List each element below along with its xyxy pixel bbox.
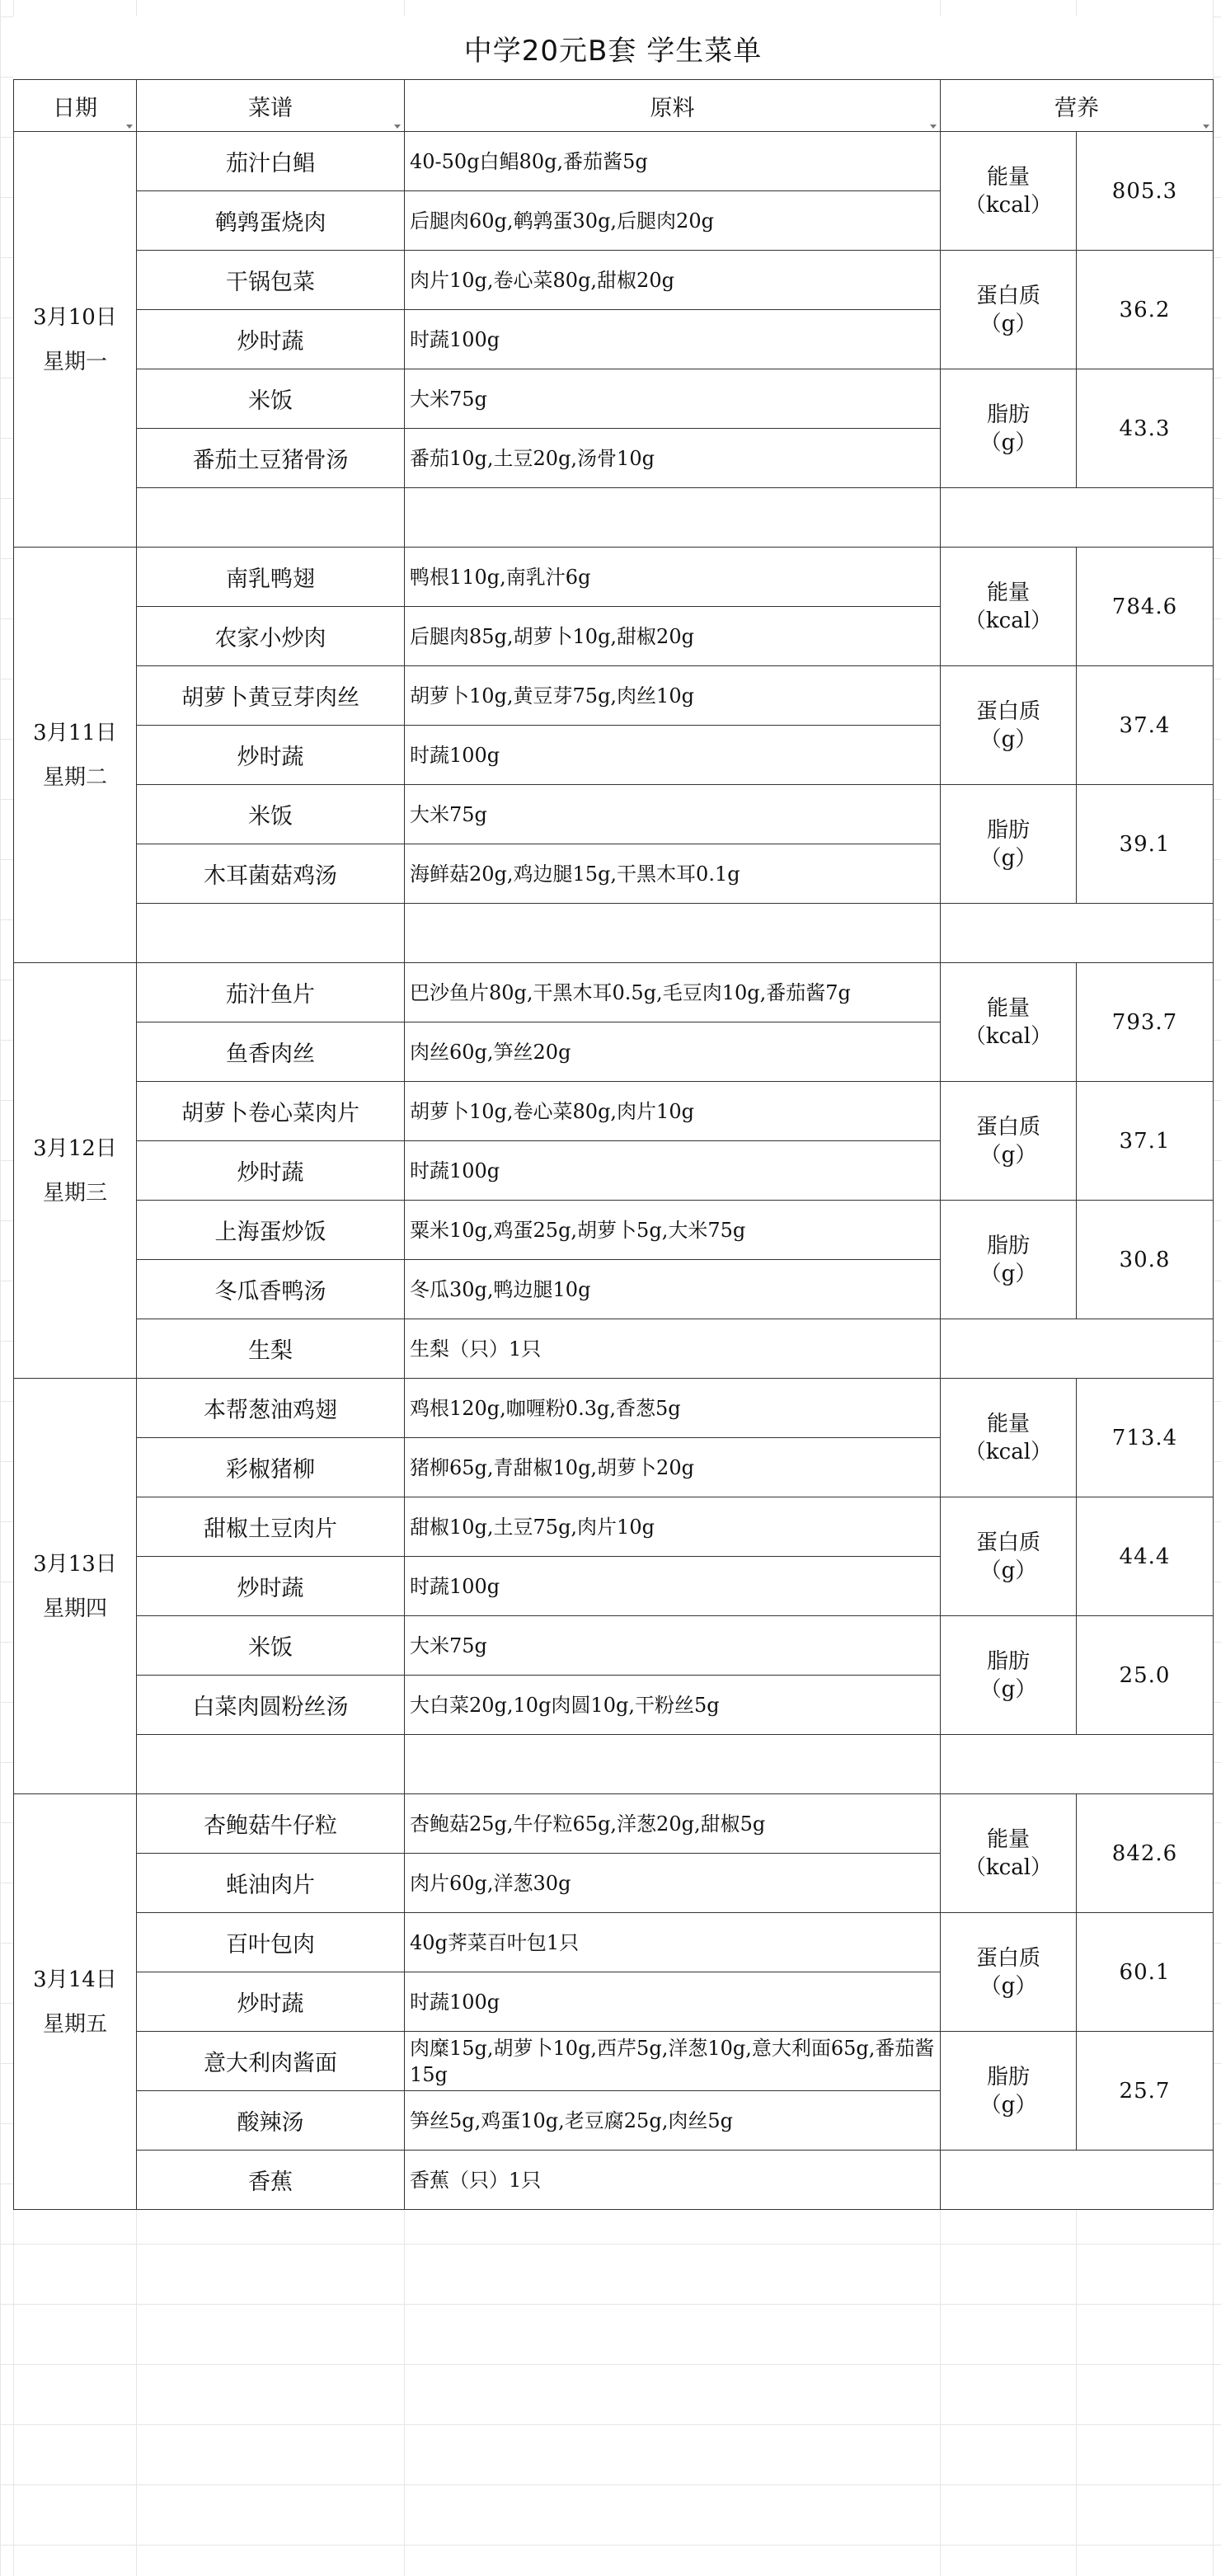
menu-row: [14, 488, 1214, 548]
header-dish[interactable]: [137, 80, 405, 132]
weekday-label: 星期五: [42, 2011, 107, 2037]
nutrition-label-fat[interactable]: [941, 369, 1077, 488]
ingredients-cell[interactable]: 冬瓜30g,鸭边腿10g: [405, 1260, 941, 1319]
dish-cell[interactable]: 胡萝卜卷心菜肉片: [137, 1082, 405, 1141]
ingredients-cell[interactable]: 鸭根110g,南乳汁6g: [405, 548, 941, 607]
dish-cell[interactable]: 本帮葱油鸡翅: [137, 1379, 405, 1438]
filter-dropdown-icon[interactable]: [126, 125, 133, 129]
dish-cell[interactable]: 炒时蔬: [137, 726, 405, 785]
header-nutrition-label: 营养: [1054, 95, 1099, 121]
ingredients-cell[interactable]: 后腿肉60g,鹌鹑蛋30g,后腿肉20g: [405, 191, 941, 251]
weekday-label: 星期四: [42, 1596, 107, 1621]
nutrition-value-energy[interactable]: 805.3: [1077, 132, 1214, 251]
weekday-label: 星期二: [42, 764, 107, 790]
nutrition-empty-cell[interactable]: [941, 1319, 1214, 1379]
nutrition-value-energy[interactable]: 793.7: [1077, 963, 1214, 1082]
menu-row: [14, 1735, 1214, 1794]
ingredients-cell[interactable]: 时蔬100g: [405, 726, 941, 785]
weekday-label: 星期一: [42, 349, 107, 374]
ingredients-cell[interactable]: 肉丝60g,笋丝20g: [405, 1022, 941, 1082]
header-nutrition[interactable]: [941, 80, 1214, 132]
filter-dropdown-icon[interactable]: [930, 125, 937, 129]
ingredients-cell[interactable]: [405, 488, 941, 548]
date-cell[interactable]: [14, 548, 137, 963]
fat-unit: （g）: [979, 1261, 1037, 1286]
nutrition-value-energy[interactable]: 784.6: [1077, 548, 1214, 666]
protein-label: 蛋白质: [975, 1945, 1040, 1971]
header-dish-label: 菜谱: [248, 95, 293, 121]
ingredients-cell[interactable]: 甜椒10g,土豆75g,肉片10g: [405, 1497, 941, 1557]
menu-row: [14, 548, 1214, 607]
nutrition-label-protein[interactable]: [941, 1497, 1077, 1616]
header-date[interactable]: [14, 80, 137, 132]
date-label: 3月12日: [33, 1135, 117, 1161]
protein-label: 蛋白质: [975, 283, 1040, 308]
nutrition-label-protein[interactable]: [941, 251, 1077, 369]
ingredients-cell[interactable]: 胡萝卜10g,卷心菜80g,肉片10g: [405, 1082, 941, 1141]
ingredients-cell[interactable]: [405, 1735, 941, 1794]
menu-row: [14, 666, 1214, 726]
menu-row: [14, 1497, 1214, 1557]
nutrition-label-protein[interactable]: [941, 1913, 1077, 2032]
date-label: 3月14日: [33, 1967, 117, 1992]
protein-label: 蛋白质: [975, 1530, 1040, 1555]
dish-cell[interactable]: [137, 488, 405, 548]
protein-label: 蛋白质: [975, 698, 1040, 724]
menu-row: [14, 1616, 1214, 1676]
date-cell[interactable]: [14, 1379, 137, 1794]
protein-unit: （g）: [979, 1973, 1037, 1999]
dish-cell[interactable]: 白菜肉圆粉丝汤: [137, 1676, 405, 1735]
dish-cell[interactable]: 杏鲍菇牛仔粒: [137, 1794, 405, 1854]
nutrition-label-fat[interactable]: [941, 1201, 1077, 1319]
ingredients-cell[interactable]: 肉片60g,洋葱30g: [405, 1854, 941, 1913]
ingredients-cell[interactable]: 肉片10g,卷心菜80g,甜椒20g: [405, 251, 941, 310]
ingredients-cell[interactable]: [405, 904, 941, 963]
nutrition-label-energy[interactable]: [941, 548, 1077, 666]
nutrition-value-fat[interactable]: 43.3: [1077, 369, 1214, 488]
ingredients-cell[interactable]: 番茄10g,土豆20g,汤骨10g: [405, 429, 941, 488]
energy-label: 能量: [986, 164, 1030, 190]
dish-cell[interactable]: 冬瓜香鸭汤: [137, 1260, 405, 1319]
nutrition-value-protein[interactable]: 37.4: [1077, 666, 1214, 785]
date-cell[interactable]: [14, 963, 137, 1379]
dish-cell[interactable]: 炒时蔬: [137, 1972, 405, 2032]
nutrition-label-protein[interactable]: [941, 666, 1077, 785]
dish-cell[interactable]: 炒时蔬: [137, 310, 405, 369]
dish-cell[interactable]: 番茄土豆猪骨汤: [137, 429, 405, 488]
ingredients-cell[interactable]: 鸡根120g,咖喱粉0.3g,香葱5g: [405, 1379, 941, 1438]
dish-cell[interactable]: 炒时蔬: [137, 1141, 405, 1201]
menu-row: [14, 963, 1214, 1022]
nutrition-label-energy[interactable]: [941, 1794, 1077, 1913]
menu-row: [14, 1913, 1214, 1972]
nutrition-label-fat[interactable]: [941, 2032, 1077, 2151]
dish-cell[interactable]: [137, 1735, 405, 1794]
nutrition-value-protein[interactable]: 37.1: [1077, 1082, 1214, 1201]
header-row: [14, 80, 1214, 132]
ingredients-cell[interactable]: 巴沙鱼片80g,干黑木耳0.5g,毛豆肉10g,番茄酱7g: [405, 963, 941, 1022]
dish-cell[interactable]: 彩椒猪柳: [137, 1438, 405, 1497]
menu-row: [14, 1201, 1214, 1260]
ingredients-cell[interactable]: 时蔬100g: [405, 1557, 941, 1616]
dish-cell[interactable]: 意大利肉酱面: [137, 2032, 405, 2091]
menu-row: [14, 904, 1214, 963]
nutrition-value-protein[interactable]: 60.1: [1077, 1913, 1214, 2032]
menu-table: [13, 79, 1214, 2210]
ingredients-cell[interactable]: 生梨（只）1只: [405, 1319, 941, 1379]
menu-title: 中学20元B套 学生菜单: [13, 16, 1213, 79]
fat-unit: （g）: [979, 430, 1037, 455]
menu-row: [14, 2032, 1214, 2091]
menu-row: [14, 132, 1214, 191]
header-date-label: 日期: [53, 95, 97, 121]
dish-cell[interactable]: 胡萝卜黄豆芽肉丝: [137, 666, 405, 726]
nutrition-empty-cell[interactable]: [941, 1735, 1214, 1794]
nutrition-value-fat[interactable]: 39.1: [1077, 785, 1214, 904]
header-ingredients-label: 原料: [650, 95, 695, 121]
ingredients-cell[interactable]: 后腿肉85g,胡萝卜10g,甜椒20g: [405, 607, 941, 666]
dish-cell[interactable]: 甜椒土豆肉片: [137, 1497, 405, 1557]
fat-label: 脂肪: [986, 1233, 1030, 1258]
nutrition-label-protein[interactable]: [941, 1082, 1077, 1201]
fat-label: 脂肪: [986, 1648, 1030, 1674]
fat-label: 脂肪: [986, 2064, 1030, 2089]
fat-label: 脂肪: [986, 402, 1030, 427]
ingredients-cell[interactable]: 大白菜20g,10g肉圆10g,干粉丝5g: [405, 1676, 941, 1735]
filter-dropdown-icon[interactable]: [394, 125, 401, 129]
dish-cell[interactable]: 香蕉: [137, 2151, 405, 2210]
dish-cell[interactable]: 茄汁鱼片: [137, 963, 405, 1022]
ingredients-cell[interactable]: 猪柳65g,青甜椒10g,胡萝卜20g: [405, 1438, 941, 1497]
ingredients-cell[interactable]: 笋丝5g,鸡蛋10g,老豆腐25g,肉丝5g: [405, 2091, 941, 2151]
nutrition-label-energy[interactable]: [941, 132, 1077, 251]
energy-label: 能量: [986, 1411, 1030, 1436]
dish-cell[interactable]: 上海蛋炒饭: [137, 1201, 405, 1260]
dish-cell[interactable]: 米饭: [137, 785, 405, 844]
dish-cell[interactable]: 生梨: [137, 1319, 405, 1379]
ingredients-cell[interactable]: 40g荠菜百叶包1只: [405, 1913, 941, 1972]
nutrition-value-fat[interactable]: 30.8: [1077, 1201, 1214, 1319]
dish-cell[interactable]: 鹌鹑蛋烧肉: [137, 191, 405, 251]
menu-row: [14, 1794, 1214, 1854]
nutrition-value-energy[interactable]: 842.6: [1077, 1794, 1214, 1913]
date-cell[interactable]: [14, 1794, 137, 2210]
fat-unit: （g）: [979, 845, 1037, 871]
dish-cell[interactable]: 米饭: [137, 369, 405, 429]
menu-row: [14, 785, 1214, 844]
nutrition-label-fat[interactable]: [941, 1616, 1077, 1735]
nutrition-empty-cell[interactable]: [941, 904, 1214, 963]
protein-label: 蛋白质: [975, 1114, 1040, 1140]
energy-unit: （kcal）: [964, 1023, 1053, 1049]
fat-unit: （g）: [979, 2092, 1037, 2118]
nutrition-label-fat[interactable]: [941, 785, 1077, 904]
nutrition-value-energy[interactable]: 713.4: [1077, 1379, 1214, 1497]
protein-unit: （g）: [979, 726, 1037, 752]
ingredients-cell[interactable]: 杏鲍菇25g,牛仔粒65g,洋葱20g,甜椒5g: [405, 1794, 941, 1854]
dish-cell[interactable]: 南乳鸭翅: [137, 548, 405, 607]
menu-row: [14, 251, 1214, 310]
dish-cell[interactable]: 蚝油肉片: [137, 1854, 405, 1913]
date-label: 3月13日: [33, 1551, 117, 1577]
ingredients-cell[interactable]: 大米75g: [405, 369, 941, 429]
dish-cell[interactable]: 米饭: [137, 1616, 405, 1676]
ingredients-cell[interactable]: 肉糜15g,胡萝卜10g,西芹5g,洋葱10g,意大利面65g,番茄酱15g: [405, 2032, 941, 2091]
nutrition-value-protein[interactable]: 44.4: [1077, 1497, 1214, 1616]
dish-cell[interactable]: 木耳菌菇鸡汤: [137, 844, 405, 904]
ingredients-cell[interactable]: 大米75g: [405, 1616, 941, 1676]
ingredients-cell[interactable]: 粟米10g,鸡蛋25g,胡萝卜5g,大米75g: [405, 1201, 941, 1260]
ingredients-cell[interactable]: 大米75g: [405, 785, 941, 844]
filter-dropdown-icon[interactable]: [1203, 125, 1209, 129]
protein-unit: （g）: [979, 1558, 1037, 1583]
ingredients-cell[interactable]: 香蕉（只）1只: [405, 2151, 941, 2210]
ingredients-cell[interactable]: 时蔬100g: [405, 1141, 941, 1201]
ingredients-cell[interactable]: 胡萝卜10g,黄豆芽75g,肉丝10g: [405, 666, 941, 726]
menu-row: [14, 1319, 1214, 1379]
menu-row: [14, 369, 1214, 429]
menu-row: [14, 1082, 1214, 1141]
menu-row: [14, 2151, 1214, 2210]
energy-unit: （kcal）: [964, 608, 1053, 633]
dish-cell[interactable]: 鱼香肉丝: [137, 1022, 405, 1082]
protein-unit: （g）: [979, 1142, 1037, 1168]
fat-label: 脂肪: [986, 817, 1030, 843]
nutrition-empty-cell[interactable]: [941, 2151, 1214, 2210]
energy-label: 能量: [986, 1826, 1030, 1852]
energy-label: 能量: [986, 995, 1030, 1021]
date-label: 3月10日: [33, 304, 117, 330]
date-label: 3月11日: [33, 720, 117, 745]
nutrition-empty-cell[interactable]: [941, 488, 1214, 548]
dish-cell[interactable]: [137, 904, 405, 963]
nutrition-value-protein[interactable]: 36.2: [1077, 251, 1214, 369]
energy-unit: （kcal）: [964, 1854, 1053, 1880]
energy-unit: （kcal）: [964, 1439, 1053, 1464]
nutrition-value-fat[interactable]: 25.0: [1077, 1616, 1214, 1735]
header-ingredients[interactable]: [405, 80, 941, 132]
dish-cell[interactable]: 酸辣汤: [137, 2091, 405, 2151]
dish-cell[interactable]: 农家小炒肉: [137, 607, 405, 666]
dish-cell[interactable]: 干锅包菜: [137, 251, 405, 310]
ingredients-cell[interactable]: 时蔬100g: [405, 1972, 941, 2032]
ingredients-cell[interactable]: 海鲜菇20g,鸡边腿15g,干黑木耳0.1g: [405, 844, 941, 904]
dish-cell[interactable]: 百叶包肉: [137, 1913, 405, 1972]
nutrition-value-fat[interactable]: 25.7: [1077, 2032, 1214, 2151]
nutrition-label-energy[interactable]: [941, 1379, 1077, 1497]
fat-unit: （g）: [979, 1676, 1037, 1702]
ingredients-cell[interactable]: 40-50g白鲳80g,番茄酱5g: [405, 132, 941, 191]
nutrition-label-energy[interactable]: [941, 963, 1077, 1082]
energy-label: 能量: [986, 580, 1030, 605]
weekday-label: 星期三: [42, 1180, 107, 1206]
energy-unit: （kcal）: [964, 192, 1053, 218]
protein-unit: （g）: [979, 311, 1037, 336]
dish-cell[interactable]: 炒时蔬: [137, 1557, 405, 1616]
ingredients-cell[interactable]: 时蔬100g: [405, 310, 941, 369]
date-cell[interactable]: [14, 132, 137, 548]
dish-cell[interactable]: 茄汁白鲳: [137, 132, 405, 191]
menu-row: [14, 1379, 1214, 1438]
